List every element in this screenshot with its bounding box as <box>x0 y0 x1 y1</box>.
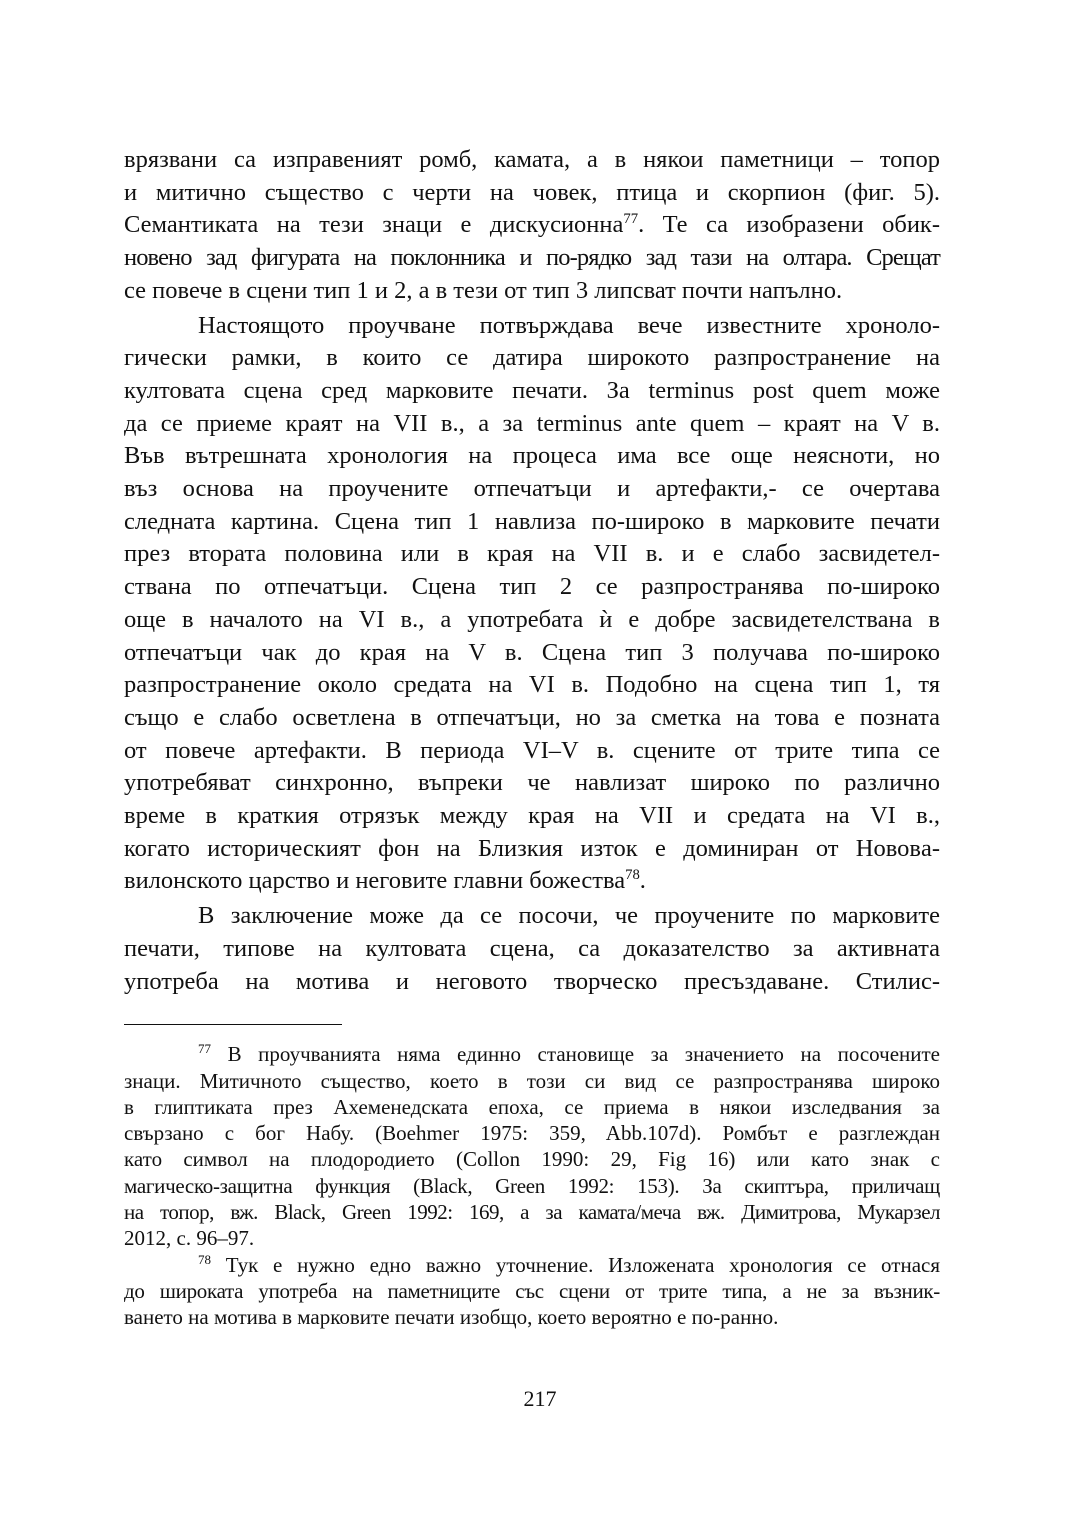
text-segment: Тук е нужно едно важно уточнение. Изложената хронология се отнася <box>211 1252 940 1277</box>
footnote-ref-78[interactable]: 78 <box>625 867 640 884</box>
text-line: врязвани са изправеният ромб, камата, а в някои паметници – топор <box>124 146 940 173</box>
text-line: Настоящото проучване потвърждава вече известните хроноло- <box>198 311 940 339</box>
text-line: от повече артефакти. В периода VI–V в. сцените от трите типа се <box>124 736 940 764</box>
footnote-line <box>124 1041 940 1067</box>
footnote-77 <box>124 1041 940 1251</box>
text-line: също е слабо осветлена в отпечатъци, но за сметка на това е позната <box>124 703 940 731</box>
footnote-line: до широката употреба на паметниците със сцени от трите типа, а не за възник- <box>124 1278 940 1303</box>
text-segment: вилонското царство и неговите главни божества <box>124 867 626 895</box>
page-number: 217 <box>523 1386 557 1411</box>
text-line: отпечатъци чак до края на V в. Сцена тип 3 получава по-широко <box>124 638 940 666</box>
footnote-line <box>124 1252 940 1278</box>
text-line: употребяват синхронно, въпреки че навлизат широко по различно <box>124 769 940 797</box>
footnote-separator <box>124 1024 342 1025</box>
text-line: и митично същество с черти на човек, птица и скорпион (фиг. 5). <box>124 178 940 206</box>
text-line: въз основа на проучените отпечатъци и артефакти,- се очертава <box>124 475 940 503</box>
text-segment: В проучванията няма единно становище за значението на посочените <box>211 1042 940 1067</box>
text-line <box>124 865 940 898</box>
footnote-line: свързано с бог Набу. (Boehmer 1975: 359, Abb.107d). Ромбът е разглеждан <box>124 1121 940 1146</box>
paragraph-3 <box>124 900 940 998</box>
text-line: новено зад фигурата на поклонника и по-рядко зад тази на олтара. Срещат <box>124 244 940 272</box>
paragraph-2 <box>124 310 940 899</box>
text-line: култовата сцена сред марковите печати. За terminus post quem може <box>124 376 940 404</box>
text-line: следната картина. Сцена тип 1 навлиза по-широко в марковите печати <box>124 507 940 535</box>
footnote-78 <box>124 1252 940 1331</box>
text-line: В заключение може да се посочи, че проучените по марковите <box>198 902 940 930</box>
text-line: се повече в сцени тип 1 и 2, а в тези от тип 3 липсват почти напълно. <box>124 276 843 304</box>
text-segment: Семантиката на тези знаци е дискусионна <box>124 211 624 239</box>
text-line: печати, типове на култовата сцена, са доказателство за активната <box>124 934 940 962</box>
text-line: Във вътрешната хронология на процеса има все още неясноти, но <box>124 442 940 470</box>
footnote-line: 2012, с. 96–97. <box>124 1226 255 1251</box>
text-line: още в началото на VI в., а употребата ѝ е добре засвидетелствана в <box>124 605 940 633</box>
text-segment: . Те са изобразени обик- <box>638 211 940 239</box>
footnote-line: като символ на плодородието (Collon 1990: 29, Fig 16) или като знак с <box>124 1147 940 1172</box>
footnote-line: на топор, вж. Black, Green 1992: 169, а за камата/меча вж. Димитрова, Мукарзел <box>124 1200 940 1225</box>
text-line: гически рамки, в които се датира широкото разпространение на <box>124 344 940 372</box>
footnote-number: 78 <box>198 1251 212 1267</box>
footnote-number: 77 <box>198 1041 212 1057</box>
text-line: когато историческият фон на Близкия изток е доминиран от Нововa- <box>124 834 940 862</box>
footnote-line: ването на мотива в марковите печати изобщо, което вероятно е по-ранно. <box>124 1305 779 1330</box>
footnote-line: в глиптиката през Ахеменедската епоха, се приема в някои изследвания за <box>124 1094 940 1119</box>
text-line: ствана по отпечатъци. Сцена тип 2 се разпространява по-широко <box>124 573 940 601</box>
footnote-line: знаци. Митичното същество, което в този си вид се разпространява широко <box>124 1068 940 1093</box>
footnote-ref-77[interactable]: 77 <box>623 211 639 228</box>
text-line: време в краткия отрязък между края на VII и средата на VI в., <box>124 802 940 830</box>
footnote-line: магическо-защитна функция (Black, Green 1992: 153). За скиптъра, приличащ <box>124 1173 940 1198</box>
text-line: разпространение около средата на VI в. Подобно на сцена тип 1, тя <box>124 671 940 699</box>
text-line: през втората половина или в края на VII в. и е слабо засвидетел- <box>124 540 940 568</box>
text-line: употреба на мотива и неговото творческо пресъздаване. Стилис- <box>124 967 940 995</box>
text-line: да се приеме краят на VII в., а за terminus ante quem – краят на V в. <box>124 409 940 437</box>
paragraph-1 <box>124 144 940 308</box>
text-line <box>124 209 940 242</box>
page-body <box>124 144 940 1331</box>
text-segment: . <box>639 867 646 895</box>
